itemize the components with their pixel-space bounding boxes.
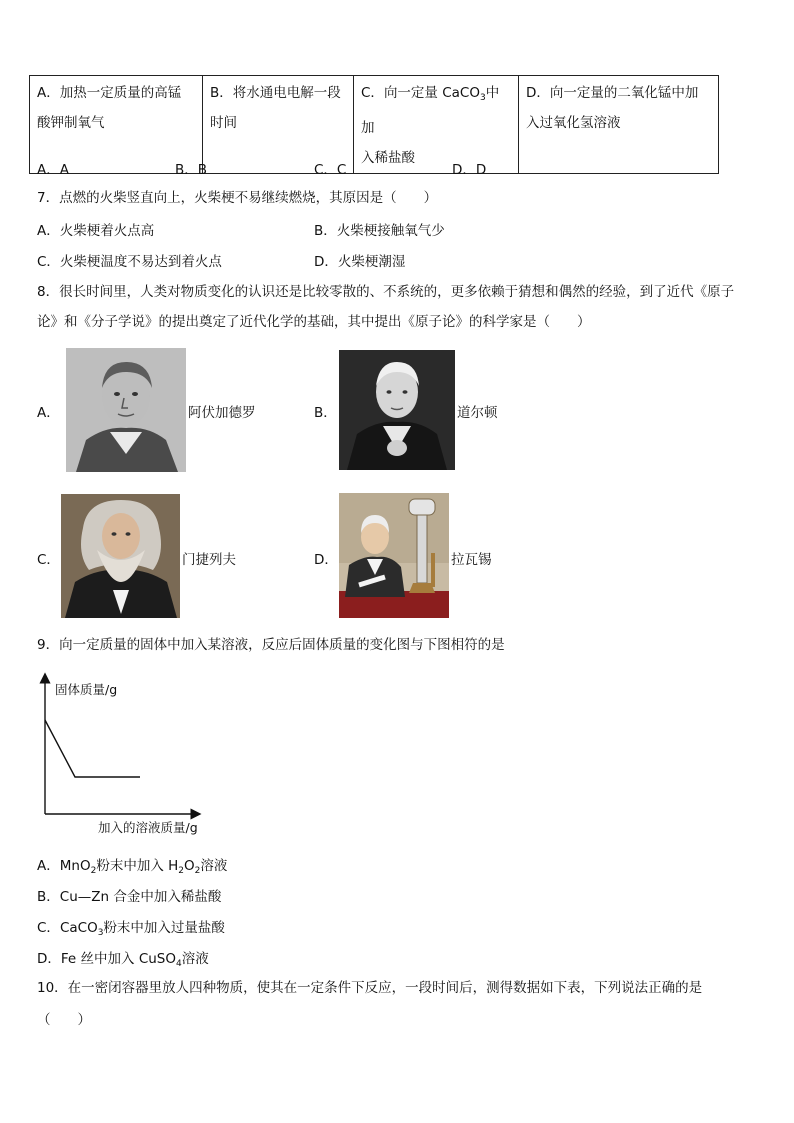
q6-answer-c[interactable]: C．C [314, 162, 347, 178]
portrait-mendeleev [61, 494, 180, 618]
q10-stem-line2: （ ） [37, 1012, 91, 1028]
q7-option-c[interactable]: C．火柴梗温度不易达到着火点 [37, 254, 222, 270]
q6-cell-c: C．向一定量 CaCO$_3$中加 入稀盐酸 [354, 76, 519, 174]
q6-options-table [29, 75, 719, 174]
q7-option-a[interactable]: A．火柴梗着火点高 [37, 223, 155, 239]
q10-stem-line1: 10．在一密闭容器里放人四种物质，使其在一定条件下反应，一段时间后，测得数据如下表，下列说法正确的是 [37, 980, 703, 996]
q9-option-a[interactable]: A．MnO$_2$粉末中加入 $H_2O_2$溶液 [37, 858, 228, 876]
q8-stem-line2: 论》和《分子学说》的提出奠定了近代化学的基础，其中提出《原子论》的科学家是（ ） [37, 314, 591, 330]
q6-cell-a: A．加热一定质量的高锰 酸钾制氧气 [30, 76, 203, 174]
q8-option-b-name: 道尔顿 [457, 405, 498, 421]
q9-option-c[interactable]: C．CaCO$_3$粉末中加入过量盐酸 [37, 920, 225, 938]
q8-option-a-label[interactable]: A． [37, 405, 60, 421]
q8-option-c-name: 门捷列夫 [182, 552, 236, 568]
q8-option-c-label[interactable]: C． [37, 552, 60, 568]
q9-graph-ylabel: 固体质量/g [55, 682, 118, 697]
q7-option-b[interactable]: B．火柴梗接触氧气少 [314, 223, 445, 239]
portrait-lavoisier [339, 493, 449, 618]
q8-option-b-label[interactable]: B． [314, 405, 337, 421]
q9-graph-xlabel: 加入的溶液质量/g [98, 820, 198, 835]
q6-answer-d[interactable]: D．D [452, 162, 487, 178]
q9-option-d[interactable]: D．Fe 丝中加入 CuSO$_4$溶液 [37, 951, 209, 969]
portrait-dalton [339, 350, 455, 470]
q8-stem-line1: 8．很长时间里，人类对物质变化的认识还是比较零散的、不系统的，更多依赖于猜想和偶然的经验，到了近代《原子 [37, 284, 735, 300]
q7-stem: 7．点燃的火柴竖直向上，火柴梗不易继续燃烧，其原因是（ ） [37, 190, 438, 206]
q6-answer-b[interactable]: B．B [175, 162, 208, 178]
q8-option-d-name: 拉瓦锡 [451, 552, 492, 568]
q6-cell-b: B．将水通电电解一段 时间 [203, 76, 354, 174]
q6-answer-a[interactable]: A．A [37, 162, 69, 178]
q6-cell-d: D．向一定量的二氧化锰中加 入过氧化氢溶液 [519, 76, 719, 174]
q7-option-d[interactable]: D．火柴梗潮湿 [314, 254, 406, 270]
portrait-avogadro [66, 348, 186, 472]
q9-option-b[interactable]: B．Cu—Zn 合金中加入稀盐酸 [37, 889, 222, 905]
q9-graph [30, 672, 210, 846]
q8-option-a-name: 阿伏加德罗 [188, 405, 256, 421]
q9-stem: 9．向一定质量的固体中加入某溶液，反应后固体质量的变化图与下图相符的是 [37, 637, 505, 653]
q9-mass-curve [45, 720, 140, 777]
q8-option-d-label[interactable]: D． [314, 552, 338, 568]
